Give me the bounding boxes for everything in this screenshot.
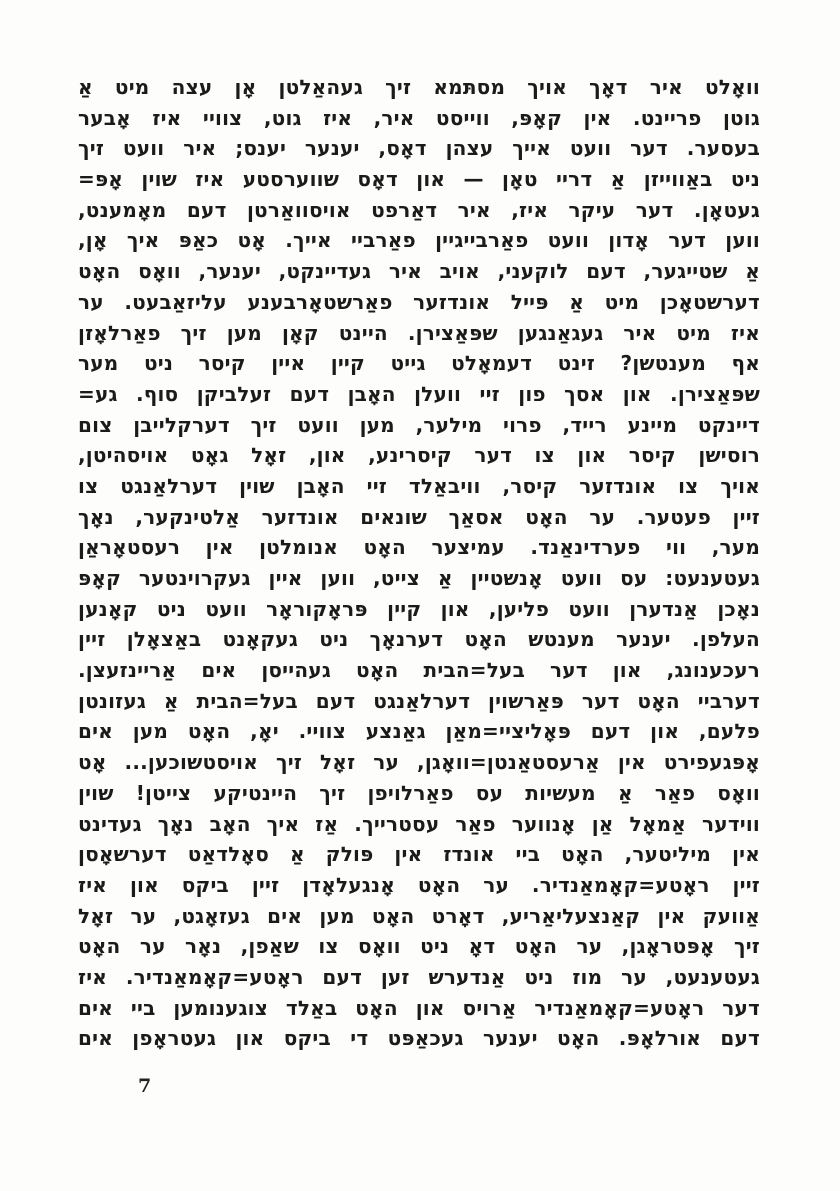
text-line: אין מיליטער, האָט ביי אונדז אין פּולק אַ סאָלדאַט דערשאָסן <box>78 842 760 867</box>
text-line: זיין ראָטע=קאָמאַנדיר. ער האָט אָנגעלאָדן זיין ביקס און איז <box>78 872 760 897</box>
page-text-block <box>78 72 760 1054</box>
text-line: וואָלט איר דאָך אויך מסתּמא זיך געהאַלטן אָן עצה מיט אַ <box>78 75 760 99</box>
text-line: געטאָן. דער עיקר איז, איר דאַרפט אויסוואַרטן דעם מאָמענט, <box>78 197 760 222</box>
text-line: דערביי האָט דער פּאַרשוין דערלאַנגט דעם בעל=הבית אַ געזונטן <box>78 688 760 713</box>
text-line: שפּאַצירן. און אסך פון זיי וועלן האָבן דעם זעלביקן סוף. גע= <box>78 381 760 406</box>
text-line: דערשטאָכן מיט אַ פּייל אונדזער פאַרשטאָרבענע עליזאַבעט. ער <box>78 289 760 314</box>
text-line: אָפּגעפירט אין אַרעסטאַנטן=וואָגן, ער זאָל זיך אויסטשוכען... אָט <box>78 750 760 775</box>
text-line: ווידער אַמאָל אַן אָנווער פאַר עסטרייך. אַז איך האָב נאָך געדינט <box>78 811 760 836</box>
text-line: געטענעט: עס וועט אָנשטיין אַ צייט, ווען איין געקרוינטער קאָפּ <box>78 566 760 590</box>
text-line: געטענעט, ער מוז ניט אַנדערש זען דעם ראָטע=קאָמאַנדיר. איז <box>78 964 760 989</box>
text-line: מער, ווי פערדינאַנד. עמיצער האָט אנומלטן אין רעסטאָראַן <box>78 535 760 560</box>
text-line: ווען דער אָדון וועט פאַרבייגיין פאַרביי אייך. אָט כאַפּ איך אָן, <box>78 228 760 253</box>
text-line: זיין פעטער. ער האָט אסאַך שונאים אונדזער אַלטינקער, נאָך <box>78 504 760 529</box>
text-line: דער ראָטע=קאָמאַנדיר אַרויס און האָט באַלד צוגענומען ביי אים <box>78 995 760 1020</box>
text-line: העלפן. יענער מענטש האָט דערנאָך ניט געקאָנט באַצאָלן זיין <box>78 627 760 652</box>
text-line: דיינקט מיינע רייד, פרוי מילער, מען וועט זיך דערקלייבן צום <box>78 412 760 437</box>
text-line: ניט באַווייזן אַ דריי טאָן — און דאָס שווערסטע איז שוין אָפּ= <box>78 167 760 192</box>
text-line: זיך אָפּטראָגן, ער האָט דאָ ניט וואָס צו שאַפן, נאָר ער האָט <box>78 934 760 959</box>
text-line: אַוועק אין קאַנצעליאַריע, דאָרט האָט מען אים געזאָגט, ער זאָל <box>78 903 760 928</box>
text-line: רעכענונג, און דער בעל=הבית האָט געהייסן אים אַריינזעצן. <box>78 658 760 683</box>
text-line: גוטן פריינט. אין קאָפּ, ווייסט איר, איז גוט, צוויי איז אָבער <box>78 105 760 130</box>
text-line: וואָס פאַר אַ מעשיות עס פאַרלויפן זיך היינטיקע צייטן! שוין <box>78 780 760 805</box>
page-number: 7 <box>138 1075 152 1097</box>
text-line: נאָכן אַנדערן וועט פליען, און קיין פּראָקוראָר וועט ניט קאָנען <box>78 596 760 621</box>
text-line: אויך צו אונדזער קיסר, וויבאַלד זיי האָבן שוין דערלאַנגט צו <box>78 473 760 498</box>
text-line: רוסישן קיסר און צו דער קיסרינע, און, זאָל גאָט אויסהיטן, <box>78 443 760 468</box>
text-line: אף מענטשן? זינט דעמאָלט גייט קיין איין קיסר ניט מער <box>78 351 760 376</box>
text-line: אַ שטייגער, דעם לוקעני, אויב איר געדיינקט, יענער, וואָס האָט <box>78 259 760 284</box>
text-line: איז מיט איר געגאַנגען שפּאַצירן. היינט קאָן מען זיך פאַרלאָזן <box>78 320 760 345</box>
text-line: פלעם, און דעם פּאָליציי=מאַן גאַנצע צוויי. יאָ, האָט מען אים <box>78 719 760 744</box>
text-line: בעסער. דער וועט אייך עצהן דאָס, יענער יענס; איר וועט זיך <box>78 136 760 161</box>
text-line: דעם אורלאָפּ. האָט יענער געכאַפּט די ביקס און געטראָפן אים <box>78 1026 760 1051</box>
